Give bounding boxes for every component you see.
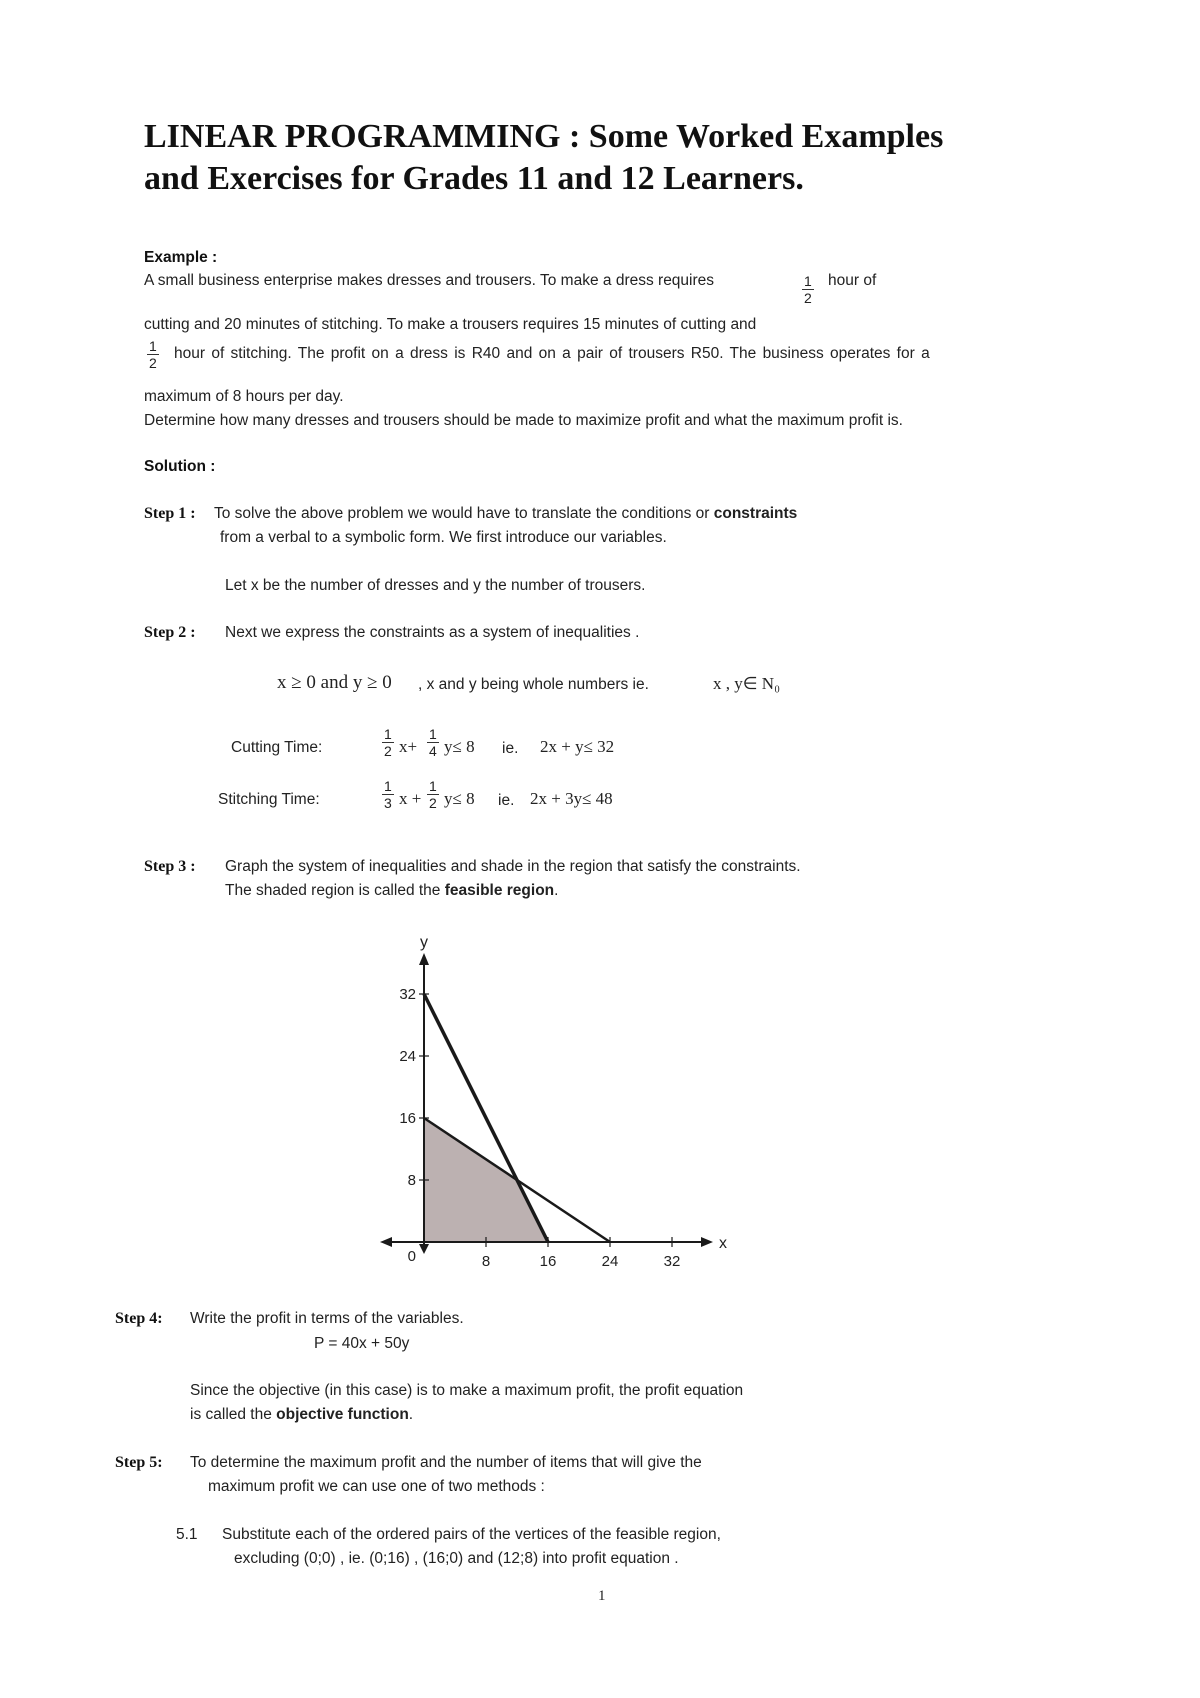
step3-text-1: Graph the system of inequalities and shade in the region that satisfy the constraints. (225, 858, 801, 875)
cutting-x: x+ (399, 737, 418, 756)
y-tick-label-8: 8 (407, 1172, 416, 1189)
step4-text-2: Since the objective (in this case) is to make a maximum profit, the profit equation (190, 1382, 744, 1399)
origin-label: 0 (407, 1248, 416, 1265)
step4-label: Step 4: (115, 1310, 163, 1327)
nonnegativity-constraint: x ≥ 0 and y ≥ 0 (277, 672, 392, 693)
solution-label: Solution : (144, 458, 216, 475)
example-line-1-end: hour of (828, 272, 877, 289)
cutting-fraction-2: $\frac{1}{4}$ (429, 726, 437, 759)
example-line-1: A small business enterprise makes dresses and trousers. To make a dress requires (144, 272, 715, 289)
page-number: 1 (598, 1588, 606, 1604)
x-tick-label-32: 32 (663, 1253, 681, 1270)
cutting-simplified: 2x + y≤ 32 (540, 737, 615, 756)
domain-statement: x , y∈ N₀ (713, 674, 781, 693)
step1-text-2: from a verbal to a symbolic form. We first introduce our variables. (220, 529, 667, 546)
step2-label: Step 2 : (144, 624, 196, 641)
step5-sub-text-2: excluding (0;0) , ie. (0;16) , (16;0) and (12;8) into profit equation . (234, 1550, 679, 1567)
feasible-region-term: feasible region (444, 882, 555, 899)
y-axis-arrow-down (419, 1244, 429, 1254)
cutting-ie: ie. (502, 740, 519, 757)
cutting-rest: y≤ 8 (444, 737, 475, 756)
stitching-ie: ie. (498, 792, 515, 809)
feasible-region-graph (370, 920, 770, 1280)
step4-text-1: Write the profit in terms of the variables. (190, 1310, 464, 1327)
example-line-5: Determine how many dresses and trousers should be made to maximize profit and what the maximum profit is. (144, 412, 903, 429)
nonnegativity-tail: , x and y being whole numbers ie. (418, 676, 649, 693)
x-tick-label-8: 8 (481, 1253, 491, 1270)
step2-text-1: Next we express the constraints as a system of inequalities . (225, 624, 640, 641)
x-tick-label-16: 16 (539, 1253, 557, 1270)
step4-text-3: is called the objective function. (190, 1406, 414, 1423)
example-line-4: maximum of 8 hours per day. (144, 388, 344, 405)
stitching-time-label: Stitching Time: (218, 791, 320, 808)
fraction-half-1: $\frac{1}{2}$ (804, 273, 812, 306)
y-tick-label-32: 32 (399, 986, 416, 1003)
stitching-simplified: 2x + 3y≤ 48 (530, 789, 613, 808)
cutting-time-label: Cutting Time: (231, 739, 323, 756)
example-line-2: cutting and 20 minutes of stitching. To make a trousers requires 15 minutes of cutting and (144, 316, 757, 333)
x-axis-arrow-left (380, 1237, 392, 1247)
step3-text-2: The shaded region is called the feasible region. (225, 882, 559, 899)
step5-sub-number: 5.1 (176, 1526, 198, 1543)
title-line-2: and Exercises for Grades 11 and 12 Learners. (144, 160, 804, 197)
stitching-fraction-2: $\frac{1}{2}$ (429, 778, 437, 811)
x-tick-label-24: 24 (601, 1253, 619, 1270)
step5-text-2: maximum profit we can use one of two methods : (208, 1478, 545, 1495)
step5-label: Step 5: (115, 1454, 163, 1471)
constraints-term: constraints (713, 505, 798, 522)
step5-sub-text-1: Substitute each of the ordered pairs of the vertices of the feasible region, (222, 1526, 721, 1543)
feasible-region-shading (424, 1118, 548, 1242)
step3-label: Step 3 : (144, 858, 196, 875)
example-line-3: hour of stitching. The profit on a dress is R40 and on a pair of trousers R50. The business operates for a (174, 345, 930, 362)
stitching-fraction-1: $\frac{1}{3}$ (384, 778, 392, 811)
step1-text-1: To solve the above problem we would have to translate the conditions or constraints (214, 505, 798, 522)
y-tick-label-24: 24 (399, 1048, 416, 1065)
cutting-fraction-1: $\frac{1}{2}$ (384, 726, 392, 759)
objective-function-term: objective function (276, 1406, 409, 1423)
x-axis-label: x (719, 1235, 727, 1252)
step1-text-3: Let x be the number of dresses and y the number of trousers. (225, 577, 646, 594)
x-axis-arrow-right (701, 1237, 713, 1247)
y-axis-arrow-up (419, 953, 429, 965)
y-axis-label: y (420, 934, 428, 951)
title-line-1: LINEAR PROGRAMMING : Some Worked Examples (144, 118, 944, 155)
profit-equation: P = 40x + 50y (314, 1335, 410, 1352)
step1-label: Step 1 : (144, 505, 196, 522)
fraction-half-2: $\frac{1}{2}$ (149, 338, 157, 371)
example-label: Example : (144, 249, 218, 266)
stitching-x: x + (399, 789, 422, 808)
step5-text-1: To determine the maximum profit and the number of items that will give the (190, 1454, 702, 1471)
y-tick-label-16: 16 (399, 1110, 416, 1127)
stitching-rest: y≤ 8 (444, 789, 475, 808)
